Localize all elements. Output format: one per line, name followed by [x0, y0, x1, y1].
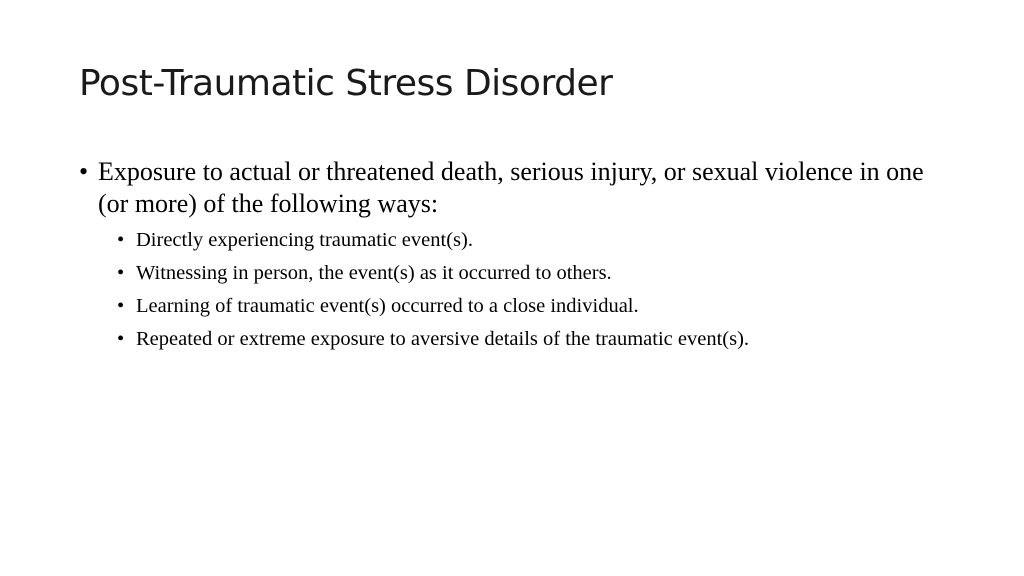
sub-bullet-icon: •: [117, 295, 125, 317]
sub-bullet-item: [98, 257, 959, 290]
sub-bullet-icon: •: [117, 229, 125, 251]
sub-bullet-text: Repeated or extreme exposure to aversive details of the traumatic event(s).: [136, 328, 750, 350]
sub-bullet-icon: •: [117, 262, 125, 284]
sub-bullet-text: Learning of traumatic event(s) occurred to a close individual.: [136, 295, 639, 317]
bullet-list: [79, 156, 959, 356]
bullet-text-main: Exposure to actual or threatened death, serious injury, or sexual violence in one (or more) of the following ways:: [98, 157, 924, 218]
sub-bullet-text: Witnessing in person, the event(s) as it occurred to others.: [136, 262, 612, 284]
sub-bullet-icon: •: [117, 328, 125, 350]
sub-bullet-item: [98, 224, 959, 257]
slide-title: Post-Traumatic Stress Disorder: [79, 63, 613, 104]
slide-body: [79, 156, 959, 356]
sub-bullet-text: Directly experiencing traumatic event(s).: [136, 229, 473, 251]
bullet-icon: •: [79, 157, 89, 186]
sub-bullet-list: [98, 224, 959, 356]
sub-bullet-item: [98, 323, 959, 356]
sub-bullet-item: [98, 290, 959, 323]
bullet-item-main: [79, 156, 959, 356]
